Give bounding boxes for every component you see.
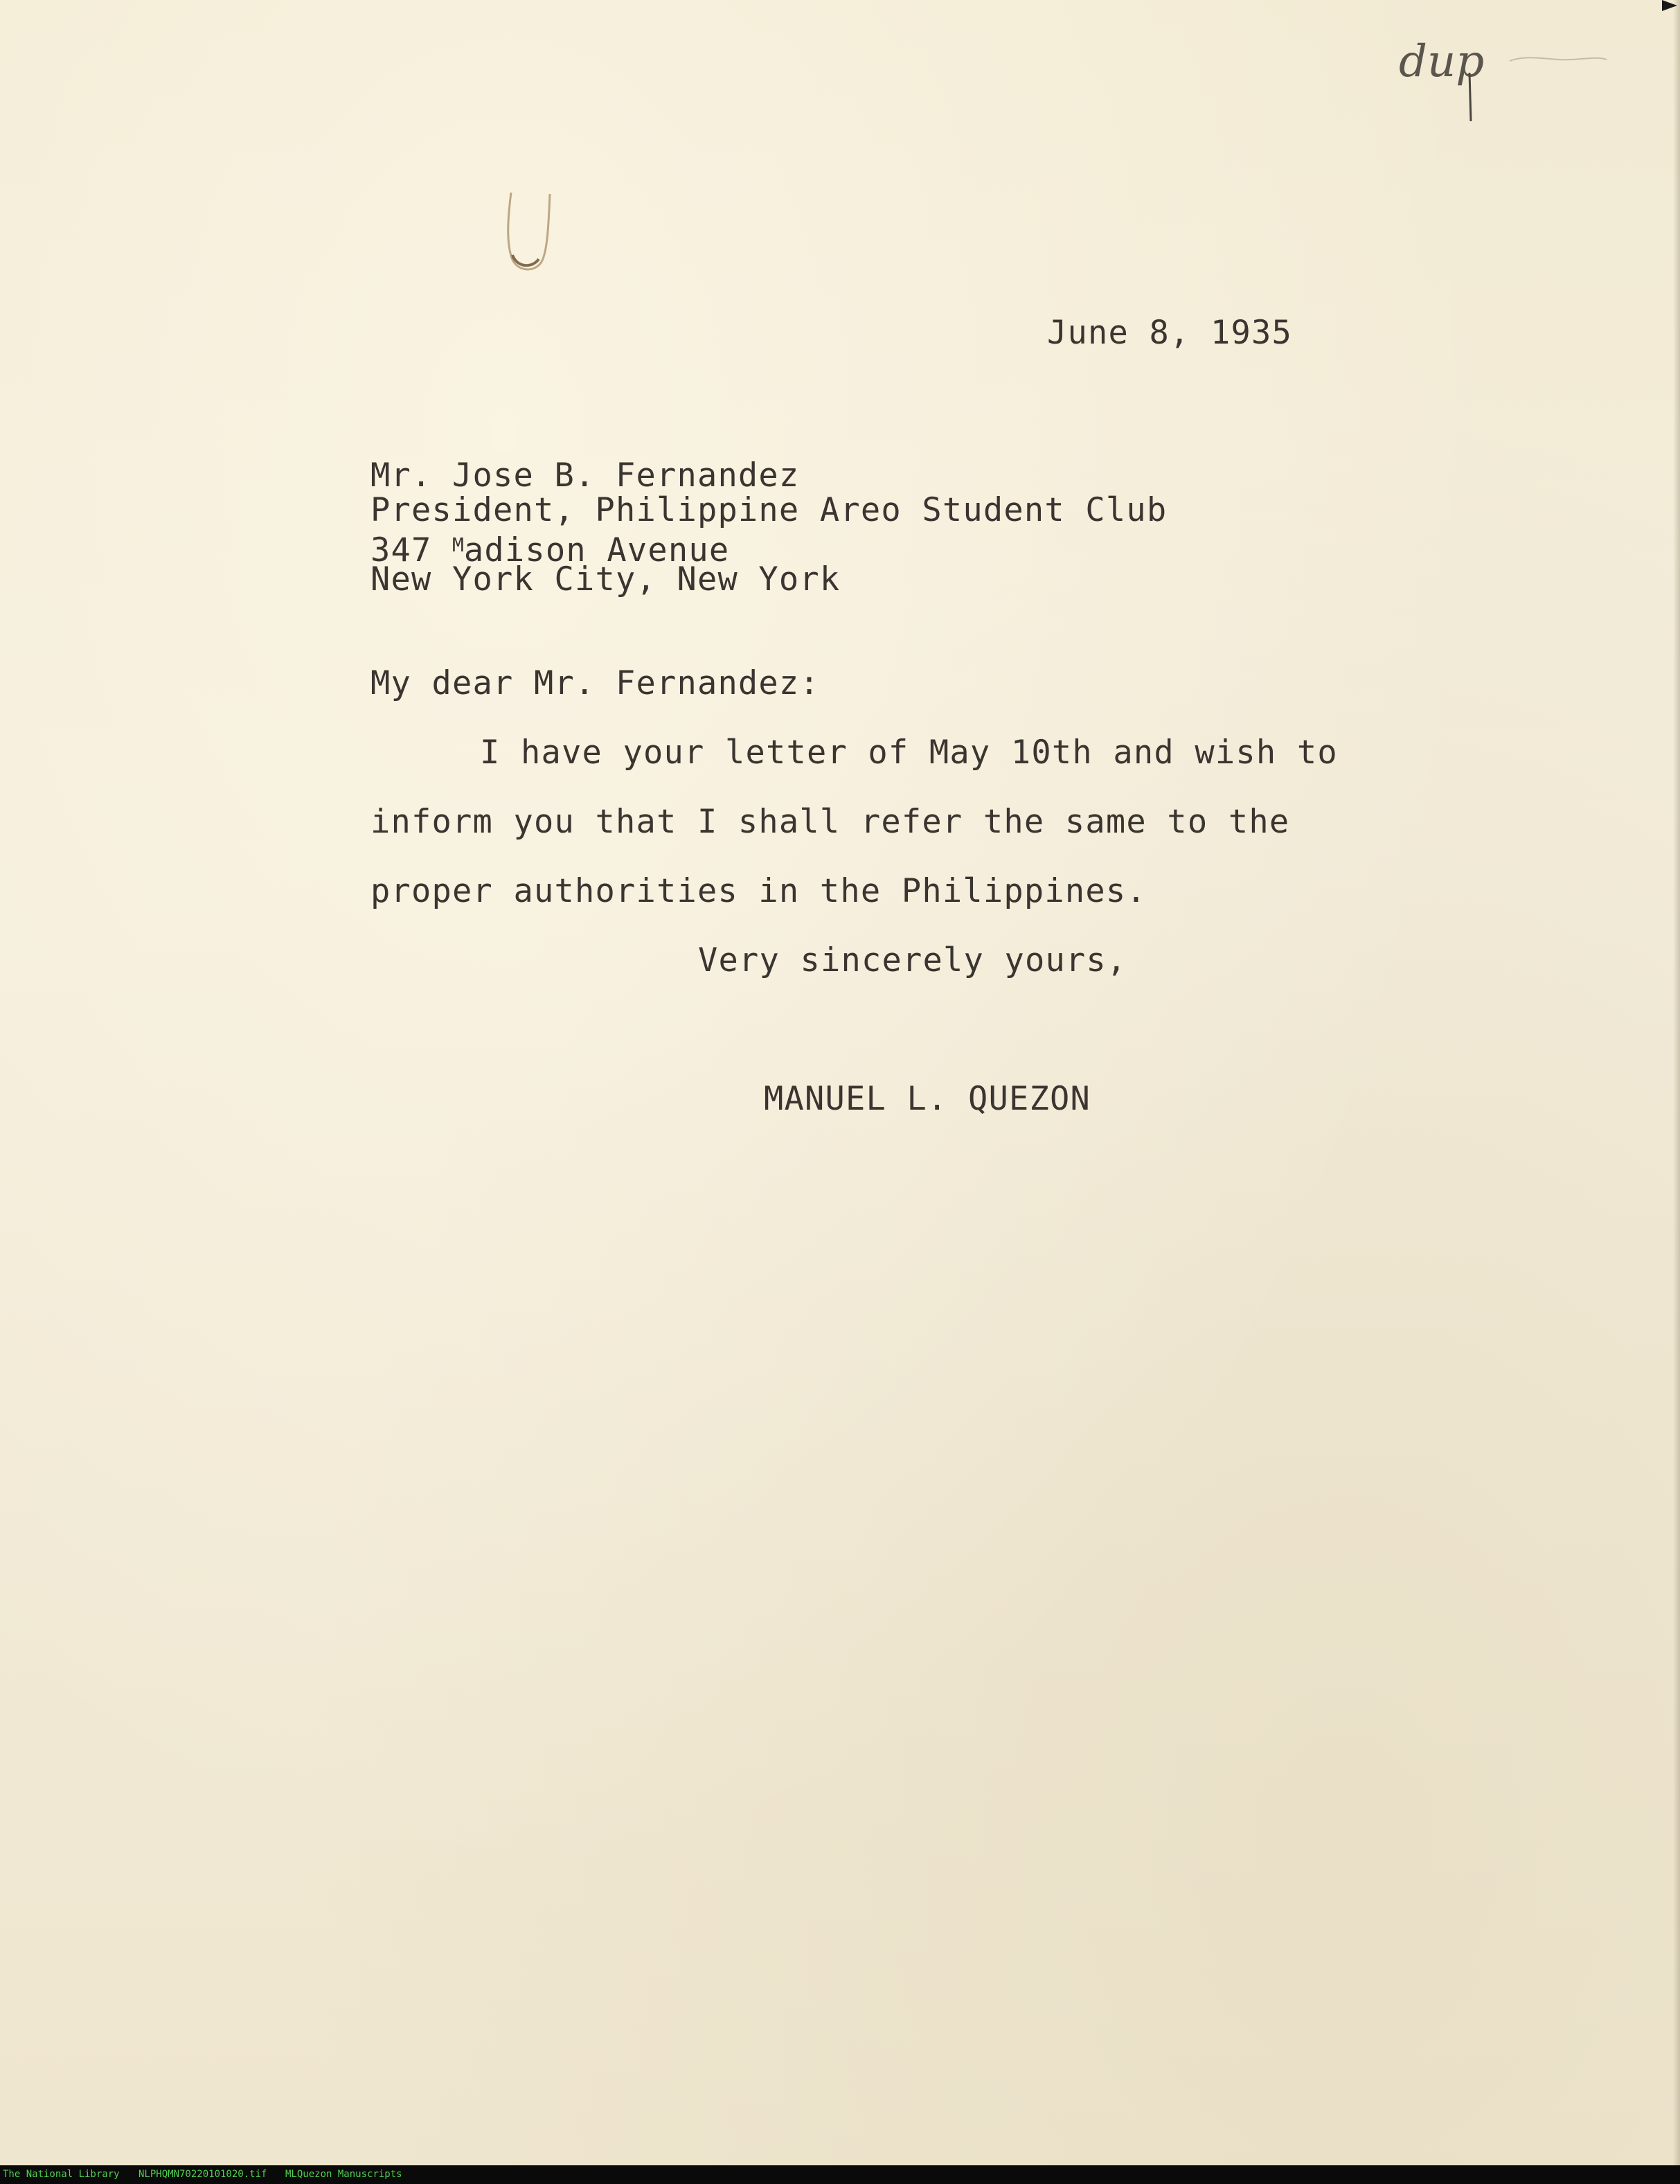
footer-file: NLPHQMN70220101020.tif bbox=[138, 2169, 267, 2180]
closing: Very sincerely yours, bbox=[698, 941, 1127, 979]
street-number: 347 bbox=[370, 531, 432, 569]
handwritten-dup-note bbox=[1392, 7, 1620, 132]
svg-text:dup: dup bbox=[1399, 36, 1485, 87]
recipient-city: New York City, New York bbox=[370, 560, 841, 598]
street-name: adison Avenue bbox=[463, 531, 730, 569]
letter-date: June 8, 1935 bbox=[1047, 314, 1292, 352]
body-line-2: inform you that I shall refer the same to the bbox=[370, 803, 1290, 841]
footer-collection: MLQuezon Manuscripts bbox=[285, 2169, 402, 2180]
corner-mark bbox=[1662, 0, 1677, 11]
rust-stain-mark bbox=[499, 187, 561, 277]
body-line-3: proper authorities in the Philippines. bbox=[370, 872, 1147, 910]
paper-edge bbox=[1673, 0, 1680, 2165]
salutation: My dear Mr. Fernandez: bbox=[370, 664, 820, 702]
footer-library: The National Library bbox=[3, 2169, 120, 2180]
street-initial: M bbox=[452, 533, 464, 556]
recipient-title: President, Philippine Areo Student Club bbox=[370, 491, 1168, 529]
archive-footer-bar bbox=[0, 2165, 1680, 2184]
signature-name: MANUEL L. QUEZON bbox=[764, 1080, 1091, 1118]
body-line-1: I have your letter of May 10th and wish to bbox=[480, 734, 1338, 772]
recipient-name: Mr. Jose B. Fernandez bbox=[370, 456, 800, 495]
